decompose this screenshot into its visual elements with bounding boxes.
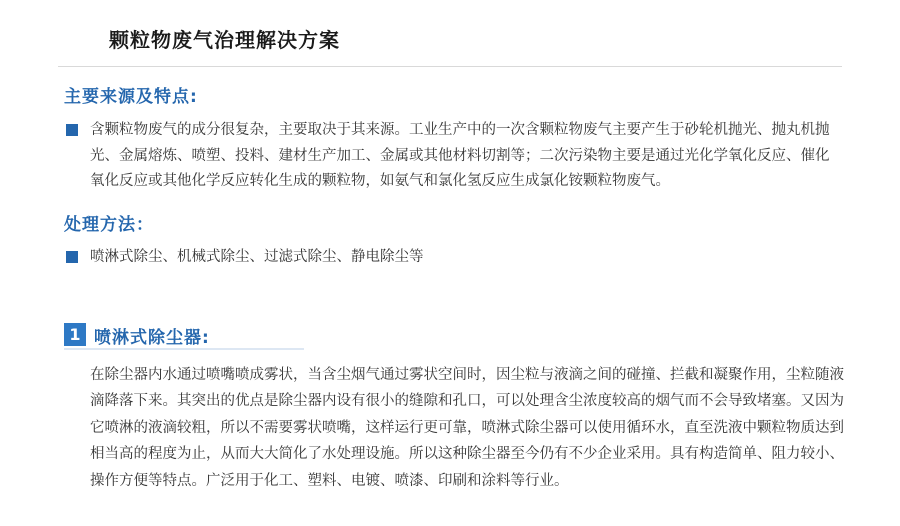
spray-collector-heading: 喷淋式除尘器: [94,328,210,348]
spray-collector-paragraph: 在除尘器内水通过喷嘴喷成雾状，当含尘烟气通过雾状空间时，因尘粒与液滴之间的碰撞、拦截和凝聚作用，尘粒随液滴降落下来。其突出的优点是除尘器内设有很小的缝隙和孔口，可以处理含尘浓度较高的烟气而不会导致堵塞。又因为它喷淋的液滴较粗，所以不需要雾状喷嘴，这样运行更可靠，喷淋式除尘器可以使用循环水，直至洗液中颗粒物质达到相当高的程度为止，从而大大简化了水处理设施。所以这种除尘器至今仍有不少企业采用。具有构造简单、阻力较小、操作方便等特点。广泛用于化工、塑料、电镀、喷漆、印刷和涂料等行业。 [90,367,844,489]
heading-underline [64,348,304,350]
methods-heading: 处理方法： [64,215,154,235]
square-bullet-icon [66,251,78,263]
square-bullet-icon [66,124,78,136]
methods-paragraph: 喷淋式除尘、机械式除尘、过滤式除尘、静电除尘等 [90,249,424,265]
title-divider [58,66,842,67]
sources-paragraph: 含颗粒物废气的成分很复杂，主要取决于其来源。工业生产中的一次含颗粒物废气主要产生于砂轮机抛光、抛丸机抛光、金属熔炼、喷塑、投料、建材生产加工、金属或其他材料切割等；二次污染物主要是通过光化学氧化反应、催化氧化反应或其他化学反应转化生成的颗粒物，如氨气和氯化氢反应生成氯化铵颗粒物废气。 [90,122,830,189]
section-number-badge: 1 [64,323,86,346]
sources-heading: 主要来源及特点: [64,87,198,107]
page-title: 颗粒物废气治理解决方案 [109,28,340,52]
